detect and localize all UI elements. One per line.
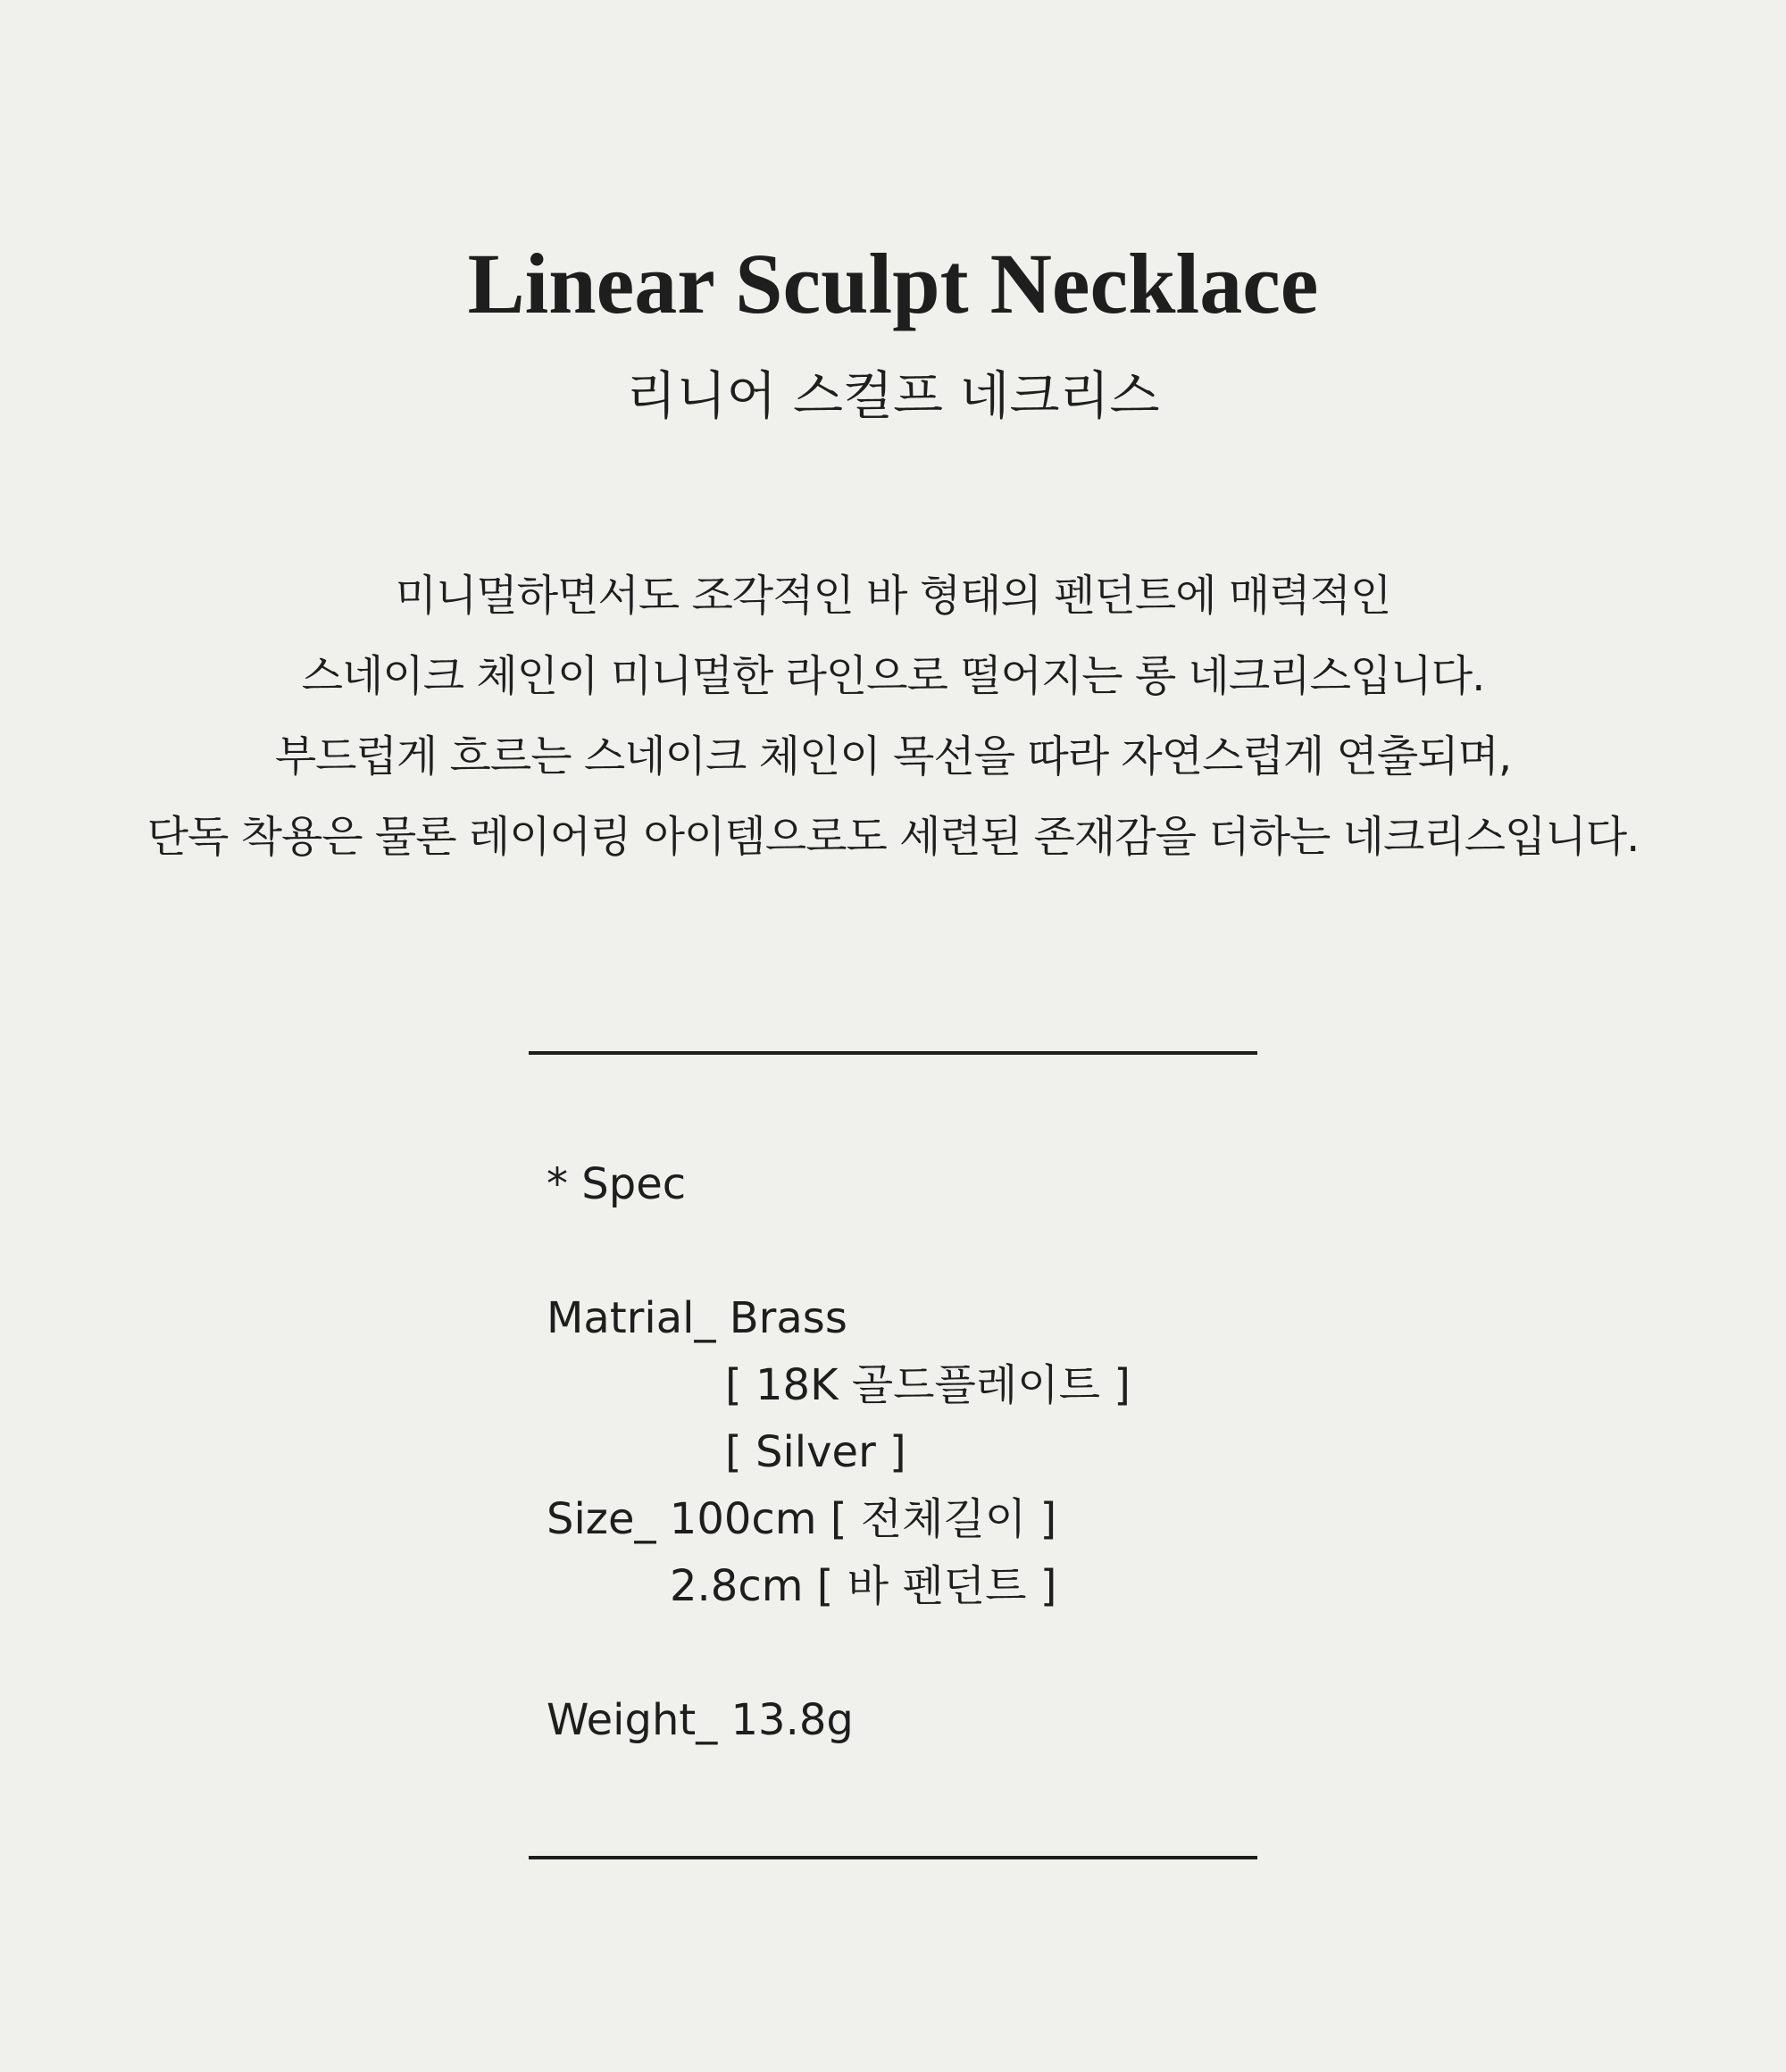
product-subtitle: 리니어 스컬프 네크리스 <box>626 365 1160 426</box>
spec-heading: * Spec <box>547 1159 687 1209</box>
spec-size-pendant: 2.8cm [ 바 펜던트 ] <box>670 1561 1057 1611</box>
spec-material-gold: [ 18K 골드플레이트 ] <box>725 1360 1131 1410</box>
spec-material: Matrial_ Brass <box>547 1293 847 1343</box>
spec-size: Size_ 100cm [ 전체길이 ] <box>547 1494 1057 1544</box>
description-line: 스네이크 체인이 미니멀한 라인으로 떨어지는 롱 네크리스입니다. <box>301 651 1485 701</box>
product-title: Linear Sculpt Necklace <box>467 236 1319 331</box>
description-line: 미니멀하면서도 조각적인 바 형태의 펜던트에 매력적인 <box>395 571 1391 621</box>
top-divider <box>529 1051 1257 1055</box>
spec-weight: Weight_ 13.8g <box>547 1695 854 1745</box>
spec-material-silver: [ Silver ] <box>725 1427 906 1477</box>
bottom-divider <box>529 1856 1257 1859</box>
description-line: 단독 착용은 물론 레이어링 아이템으로도 세련된 존재감을 더하는 네크리스입니다. <box>146 812 1640 862</box>
product-description <box>0 556 1786 877</box>
description-line: 부드럽게 흐르는 스네이크 체인이 목선을 따라 자연스럽게 연출되며, <box>274 731 1512 781</box>
